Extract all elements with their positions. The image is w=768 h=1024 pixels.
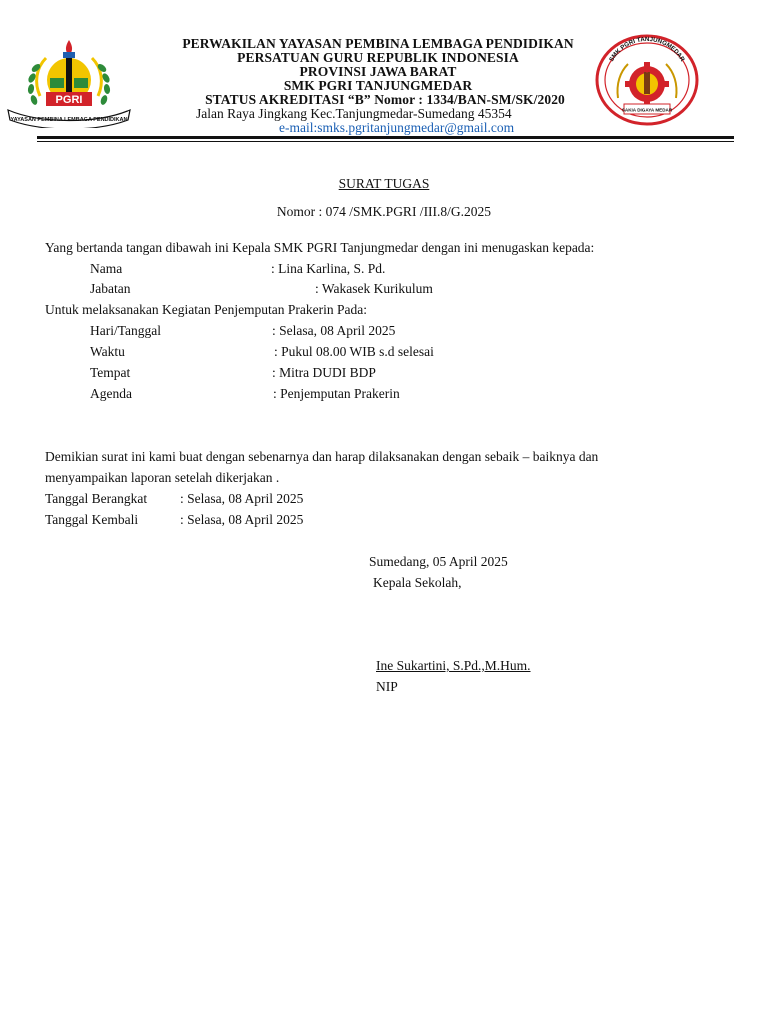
- letterhead-line-3: PROVINSI JAWA BARAT: [299, 64, 457, 79]
- signature-position: Kepala Sekolah,: [373, 575, 462, 590]
- signature-place-date: Sumedang, 05 April 2025: [369, 554, 508, 569]
- letter-purpose: Untuk melaksanakan Kegiatan Penjemputan Prakerin Pada:: [45, 302, 368, 317]
- person-position-value: : Wakasek Kurikulum: [315, 281, 433, 296]
- signatory-nip: NIP: [376, 679, 398, 694]
- detail-agenda-label: Agenda: [90, 386, 132, 401]
- detail-day-value: : Selasa, 08 April 2025: [272, 323, 396, 338]
- detail-day-label: Hari/Tanggal: [90, 323, 162, 338]
- letterhead-school-name: SMK PGRI TANJUNGMEDAR: [283, 78, 473, 93]
- signatory-name: Ine Sukartini, S.Pd.,M.Hum.: [376, 658, 531, 673]
- letterhead-accreditation: STATUS AKREDITASI “B” Nomor : 1334/BAN-SM/SK/2020: [205, 92, 565, 107]
- letterhead-line-2: PERSATUAN GURU REPUBLIK INDONESIA: [237, 50, 519, 65]
- letterhead-address: Jalan Raya Jingkang Kec.Tanjungmedar-Sumedang 45354: [196, 106, 512, 121]
- return-date-label: Tanggal Kembali: [45, 512, 139, 527]
- letterhead-email[interactable]: e-mail:smks.pgritanjungmedar@gmail.com: [279, 120, 515, 135]
- right-logo-banner-text: SAKIA DIGAYA MEDAR: [621, 107, 673, 113]
- departure-date-value: : Selasa, 08 April 2025: [180, 491, 304, 506]
- person-position-label: Jabatan: [90, 281, 131, 296]
- letter-closing-line-1: Demikian surat ini kami buat dengan sebenarnya dan harap dilaksanakan dengan sebaik – baiknya dan: [45, 449, 599, 464]
- letterhead-rule-thick: [37, 136, 734, 139]
- detail-place-value: : Mitra DUDI BDP: [272, 365, 376, 380]
- person-name-value: : Lina Karlina, S. Pd.: [271, 261, 386, 276]
- letter-closing-line-2: menyampaikan laporan setelah dikerjakan .: [45, 470, 280, 485]
- detail-time-label: Waktu: [90, 344, 125, 359]
- letter-intro: Yang bertanda tangan dibawah ini Kepala SMK PGRI Tanjungmedar dengan ini menugaskan kepada:: [45, 240, 595, 255]
- departure-date-label: Tanggal Berangkat: [45, 491, 148, 506]
- letterhead-line-1: PERWAKILAN YAYASAN PEMBINA LEMBAGA PENDIDIKAN: [182, 36, 574, 51]
- return-date-value: : Selasa, 08 April 2025: [180, 512, 304, 527]
- smk-pgri-tanjungmedar-logo: [594, 34, 700, 126]
- letter-title: SURAT TUGAS: [338, 176, 430, 191]
- pgri-logo-banner-text: YAYASAN PEMBINA LEMBAGA PENDIDIKAN: [10, 117, 128, 123]
- letter-number: Nomor : 074 /SMK.PGRI /III.8/G.2025: [276, 204, 492, 219]
- detail-place-label: Tempat: [90, 365, 131, 380]
- right-logo-ring-text: SMK PGRI TANJUNGMEDAR: [608, 35, 686, 63]
- letterhead-rule-thin: [37, 141, 734, 142]
- person-name-label: Nama: [90, 261, 123, 276]
- pgri-logo-label: PGRI: [55, 94, 83, 106]
- detail-time-value: : Pukul 08.00 WIB s.d selesai: [274, 344, 434, 359]
- detail-agenda-value: : Penjemputan Prakerin: [273, 386, 400, 401]
